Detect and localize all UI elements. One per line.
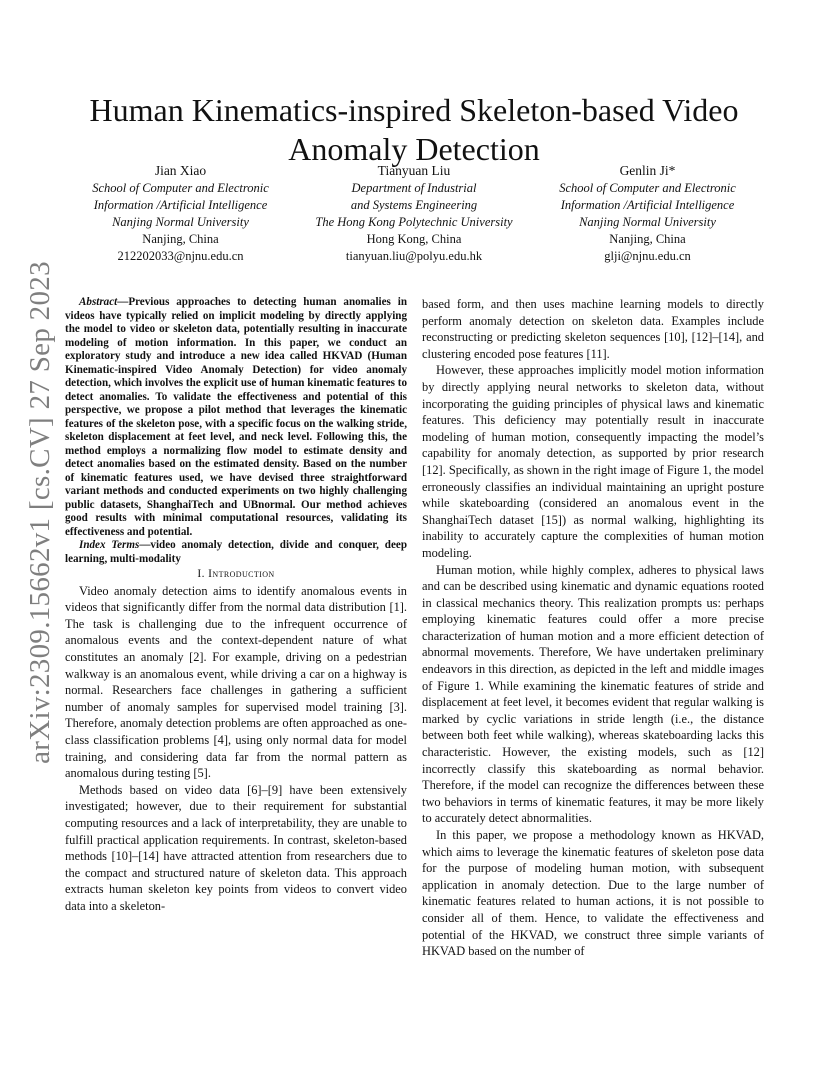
author-affiliation: Nanjing Normal University xyxy=(579,215,716,229)
author-affiliation: Information /Artificial Intelligence xyxy=(560,198,735,212)
author-3 xyxy=(531,162,764,265)
left-column xyxy=(65,296,407,914)
author-affiliation: The Hong Kong Polytechnic University xyxy=(315,215,513,229)
author-name: Tianyuan Liu xyxy=(377,163,451,178)
abstract-text: —Previous approaches to detecting human anomalies in videos have typically relied on implicit modeling by directly applying the model to video or skeleton data, potentially resulting in inaccurate modeling of motion information. In this paper, we conduct an exploratory study and introduce a new idea called HKVAD (Human Kinematic-inspired Video Anomaly Detection) for video anomaly detection, which involves the explicit use of human kinematic features to detect anomalies. To validate the effectiveness and potential of this perspective, we propose a pilot method that leverages the kinematic features of the skeleton pose, with a specific focus on the walking stride, skeleton displacement at feet level, and neck level. Following this, the method employs a normalizing flow model to estimate density and detect anomalies based on the estimated density. Based on the number of kinematic features used, we have devised three straightforward variant methods and conducted experiments on two highly challenging public datasets, ShanghaiTech and UBnormal. Our method achieves good results with minimal computational resources, validating its effectiveness and potential. xyxy=(65,296,407,538)
index-terms-label: Index Terms xyxy=(79,539,140,551)
author-email: glji@njnu.edu.cn xyxy=(604,249,691,263)
author-2 xyxy=(298,162,531,265)
body-paragraph: However, these approaches implicitly model motion information by directly applying neural networks to skeleton data, without incorporating the guiding principles of physical laws and kinematic features. This deficiency may potentially result in inaccurate modeling of human motion, consequently impacting the model’s capability for anomaly detection, as supported by prior research [12]. Specifically, as shown in the right image of Figure 1, the model erroneously classifies an individual maintaining an upright posture while skateboarding (considered an anomalous event in the ShanghaiTech dataset [15]) as normal walking, highlighting its inability to accurately capture the complexities of human motion modeling. xyxy=(422,363,764,560)
author-location: Nanjing, China xyxy=(609,232,686,246)
index-terms-text: —video anomaly detection, divide and conquer, deep learning, multi-modality xyxy=(65,539,407,565)
author-block xyxy=(64,162,764,265)
abstract xyxy=(65,296,407,539)
arxiv-identifier: arXiv:2309.15662v1 [cs.CV] 27 Sep 2023 xyxy=(23,260,56,764)
author-1 xyxy=(64,162,297,265)
author-email: tianyuan.liu@polyu.edu.hk xyxy=(345,249,483,263)
body-paragraph: Methods based on video data [6]–[9] have been extensively investigated; however, due to their requirement for substantial computing resources and a lack of interpretability, they are unable to fulfill practical application requirements. In contrast, skeleton-based methods [10]–[14] have attracted attention from researchers due to the compact and structured nature of skeleton data. This approach extracts human skeleton key points from videos to convert video data into a skeleton- xyxy=(65,782,407,913)
author-name: Genlin Ji* xyxy=(619,163,676,178)
author-name: Jian Xiao xyxy=(154,163,207,178)
author-affiliation: School of Computer and Electronic xyxy=(92,181,269,195)
section-heading: I. Introduction xyxy=(197,568,275,580)
author-location: Hong Kong, China xyxy=(366,232,462,246)
body-paragraph: based form, and then uses machine learning models to directly perform anomaly detection on skeleton data. Examples include reconstructing or predicting skeleton sequences [10], [12]–[14], and clustering encoded pose features [11]. xyxy=(422,297,764,361)
right-column xyxy=(422,296,764,960)
author-location: Nanjing, China xyxy=(142,232,219,246)
author-affiliation: School of Computer and Electronic xyxy=(559,181,736,195)
author-affiliation: and Systems Engineering xyxy=(350,198,478,212)
index-terms xyxy=(65,539,407,566)
author-affiliation: Information /Artificial Intelligence xyxy=(93,198,268,212)
body-paragraph: In this paper, we propose a methodology known as HKVAD, which aims to leverage the kinematic features of skeleton pose data for the purpose of modeling human motion, with subsequent application in anomaly detection. Due to the large number of kinematic features related to human actions, it is not possible to consider all of them. Hence, to validate the effectiveness and potential of the HKVAD, we construct three simple variants of HKVAD based on the number of xyxy=(422,828,764,959)
abstract-label: Abstract xyxy=(79,296,118,308)
paper-title: Human Kinematics-inspired Skeleton-based Video Anomaly Detection xyxy=(89,92,739,168)
author-affiliation: Department of Industrial xyxy=(351,181,477,195)
author-affiliation: Nanjing Normal University xyxy=(112,215,249,229)
body-paragraph: Video anomaly detection aims to identify anomalous events in videos that significantly differ from the normal data distribution [1]. The task is challenging due to the infrequent occurrence of anomalous events and the context-dependent nature of what constitutes an anomaly [2]. For example, driving on a pedestrian walkway is an anomalous event, while driving a car on a highway is normal. Researchers face challenges in gathering a sufficient number of anomaly samples for supervised model training [3]. Therefore, anomaly detection problems are often approached as one-class classification problems [4], using only normal data for model training, and considering data far from the normal pattern as anomalous during testing [5]. xyxy=(65,583,407,781)
arxiv-sidebar xyxy=(18,262,62,762)
body-paragraph: Human motion, while highly complex, adheres to physical laws and can be described using kinematic and dynamic equations rooted in classical mechanics theory. This realization prompts us: perhaps employing kinematic features could offer a more precise characterization of human motion and a more efficient detection of abnormal movements. Therefore, We have undertaken preliminary endeavors in this direction, as depicted in the left and middle images of Figure 1. While examining the kinematic features of stride and displacement at feet level, it becomes evident that regular walking is marked by cyclic variations in stride length (i.e., the distance between both feet while walking), whereas skateboarding lacks this characteristic. However, the existing models, such as [12] incorrectly classify this skateboarding as normal behavior. Therefore, if the model can recognize the differences between these two behaviors in terms of kinematic features, it may be more likely to accurately detect abnormalities. xyxy=(422,562,764,826)
author-email: 212202033@njnu.edu.cn xyxy=(117,249,244,263)
